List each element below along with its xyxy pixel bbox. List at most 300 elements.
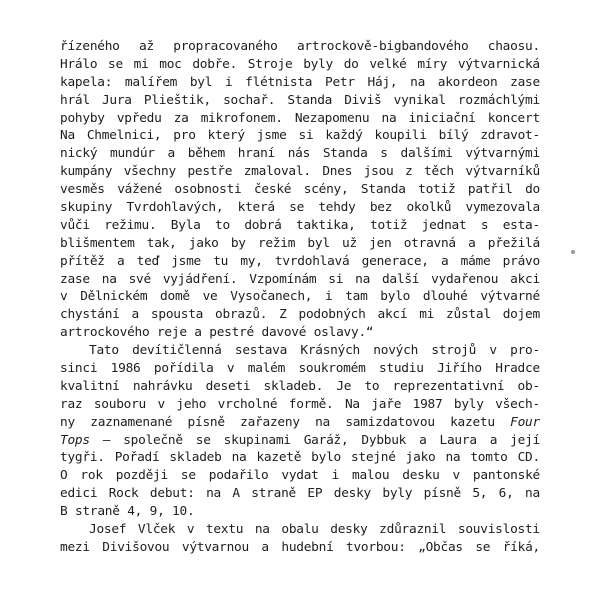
word: strojů xyxy=(431,343,477,359)
word: 4, xyxy=(127,504,143,520)
margin-mark xyxy=(571,250,575,254)
word: Tvrdohlavých, xyxy=(126,200,224,216)
word: přežilá xyxy=(487,235,540,251)
word: na xyxy=(445,450,461,466)
text-line xyxy=(60,110,540,128)
word: výtvarnými xyxy=(465,146,540,162)
word: ob- xyxy=(517,378,540,394)
word: své xyxy=(128,271,151,287)
word: až xyxy=(138,39,154,54)
word: dlouhé xyxy=(422,289,468,305)
word: malou xyxy=(352,468,390,484)
word: se xyxy=(195,432,211,448)
word: Standa xyxy=(322,146,368,162)
word: její xyxy=(510,432,540,448)
word: vydat xyxy=(281,468,319,484)
word: blišmentem xyxy=(60,235,135,251)
word: české xyxy=(253,182,292,198)
word: velké xyxy=(369,56,407,72)
word: kumpány xyxy=(60,164,113,180)
text-line xyxy=(60,521,540,539)
word: samizdatovou xyxy=(345,414,435,430)
word: tu xyxy=(213,253,229,269)
word: formě. xyxy=(288,396,334,412)
word: chaosu. xyxy=(487,39,540,54)
word: tak, xyxy=(146,235,177,251)
word: vůči xyxy=(60,217,90,233)
word: vyjádření. xyxy=(162,271,238,287)
word: tomto xyxy=(470,450,508,466)
text-line xyxy=(60,181,540,199)
word: každý xyxy=(325,128,363,144)
text-line xyxy=(60,145,540,163)
word: se xyxy=(180,468,196,484)
word: koncert xyxy=(487,110,540,126)
word: mi xyxy=(419,307,435,323)
text-line xyxy=(60,92,540,110)
word: s xyxy=(380,146,388,162)
word: Tato xyxy=(89,343,119,359)
text-line xyxy=(60,449,540,467)
word: další xyxy=(381,271,420,287)
word: vpředu xyxy=(116,110,162,126)
body-text xyxy=(60,38,540,557)
word: hudební xyxy=(281,539,334,555)
word: iniciační xyxy=(408,110,476,126)
word: tehdy xyxy=(318,200,356,216)
word: „Občas xyxy=(418,539,463,555)
word: byly xyxy=(303,56,334,72)
word: později xyxy=(115,468,168,484)
word: zdravot- xyxy=(480,128,540,144)
word: jako xyxy=(405,450,436,466)
word: tvrdohlavá xyxy=(274,253,350,269)
word: jsme xyxy=(256,128,287,144)
word: totiž xyxy=(370,217,408,233)
word: řízeného xyxy=(60,39,120,54)
word: Divišovou xyxy=(102,539,170,555)
word: taktika, xyxy=(296,217,356,233)
word: skladeb xyxy=(169,450,222,466)
word: 10. xyxy=(172,504,195,520)
word: rok xyxy=(80,468,103,484)
word: koupili xyxy=(374,128,427,144)
word: Laura xyxy=(439,432,477,448)
word: byly xyxy=(382,486,413,502)
word: výtvarnická xyxy=(457,56,540,72)
word: to xyxy=(215,217,230,233)
word: akordeon xyxy=(437,74,498,90)
word: obalu xyxy=(281,522,319,538)
word: v xyxy=(489,343,497,359)
word: písně xyxy=(187,414,225,430)
word: CD. xyxy=(517,450,540,466)
word: kazetu xyxy=(450,414,495,430)
word: na xyxy=(525,486,540,502)
word: kapela: xyxy=(60,74,113,90)
word: reje xyxy=(156,325,187,341)
word: domě xyxy=(160,289,190,305)
word: v xyxy=(452,468,460,484)
word: Garáž, xyxy=(303,432,349,448)
word: a xyxy=(489,432,498,448)
word: sestava xyxy=(234,343,288,359)
word: pohyby xyxy=(60,110,105,126)
word: pro- xyxy=(510,343,540,359)
word: v xyxy=(226,361,235,377)
word: teď xyxy=(136,253,159,269)
text-line xyxy=(60,217,540,235)
word: v xyxy=(186,522,195,538)
word: a xyxy=(194,325,202,341)
word: byl xyxy=(189,74,213,90)
word: stejné xyxy=(350,450,396,466)
word: jen xyxy=(369,235,392,251)
word: společně xyxy=(123,432,183,448)
text-line xyxy=(60,432,540,450)
word: A xyxy=(232,486,240,502)
word: Jiřího xyxy=(437,361,482,377)
word: mezi xyxy=(60,539,90,555)
word: O xyxy=(60,468,68,484)
word: bylo xyxy=(380,289,411,305)
word: obrazů. xyxy=(215,307,268,323)
word: 6, xyxy=(498,486,514,502)
text-line xyxy=(60,360,540,378)
word: B xyxy=(60,504,68,520)
word: to xyxy=(364,378,380,394)
word: pořídila xyxy=(153,361,214,377)
text-line xyxy=(60,306,540,324)
word: scény, xyxy=(303,182,349,198)
word: byly xyxy=(453,396,484,412)
word: soukromém xyxy=(298,361,366,377)
word: s xyxy=(480,217,489,233)
word: rozmáchlými xyxy=(457,92,540,108)
word: desky xyxy=(330,522,368,538)
word: desku xyxy=(402,468,440,484)
word: a xyxy=(468,235,476,251)
word: a xyxy=(261,539,269,555)
word: i xyxy=(324,289,333,305)
word: do xyxy=(343,56,359,72)
word: pantonské xyxy=(472,468,540,484)
text-line xyxy=(60,539,540,557)
text-line xyxy=(60,467,540,485)
text-line xyxy=(60,199,540,217)
word: 9, xyxy=(149,504,165,520)
word: Standa xyxy=(287,92,333,108)
word: Na xyxy=(344,396,360,412)
word: straně xyxy=(74,504,120,520)
word: Diviš xyxy=(344,92,382,108)
word: i xyxy=(224,74,233,90)
word: 5, xyxy=(472,486,488,502)
word: Háj, xyxy=(367,74,398,90)
text-line xyxy=(60,253,540,271)
word: všech- xyxy=(495,396,540,412)
word: mi xyxy=(133,56,149,72)
word: bílý xyxy=(438,128,469,144)
text-line xyxy=(60,235,540,253)
word: flétnista xyxy=(245,74,313,90)
word: dobře. xyxy=(192,56,238,72)
word: artrockově-bigbandového xyxy=(296,39,469,54)
word: do xyxy=(525,182,540,198)
word: patřil xyxy=(467,182,513,198)
word: sochař. xyxy=(223,92,276,108)
word: a xyxy=(167,146,175,162)
word: tygři. xyxy=(60,450,105,466)
word: studiu xyxy=(378,361,424,377)
word: malířem xyxy=(124,74,178,90)
word: spousta xyxy=(150,307,204,323)
word: skladeb. xyxy=(263,378,324,394)
word: výtvarníků xyxy=(465,164,540,180)
word: jsme xyxy=(171,253,202,269)
word: Krásných xyxy=(300,343,360,359)
word: akci xyxy=(510,271,540,287)
word: bez xyxy=(369,200,393,216)
word: Standa xyxy=(360,182,406,198)
word: pestré xyxy=(209,325,254,341)
text-line xyxy=(60,485,540,503)
word: 1987 xyxy=(412,396,443,412)
word: i xyxy=(331,468,340,484)
word: Pořadí xyxy=(114,450,160,466)
word: už xyxy=(342,235,357,251)
word: zase xyxy=(510,74,540,90)
word: devítičlenná xyxy=(132,343,222,359)
word: vrcholné xyxy=(217,396,278,412)
word: za xyxy=(173,110,189,126)
word: Dělnickém xyxy=(80,289,148,305)
word: nových xyxy=(373,343,419,359)
word: režim xyxy=(257,235,296,251)
word: máme xyxy=(460,253,491,269)
word: podobných xyxy=(298,307,366,323)
word: otravná xyxy=(403,235,456,251)
word: Hrálo xyxy=(60,56,98,72)
word: se xyxy=(107,56,123,72)
word: osobnosti xyxy=(174,182,242,198)
text-line xyxy=(60,414,540,432)
word: my, xyxy=(240,253,263,269)
word: během xyxy=(187,146,225,162)
text-line xyxy=(60,74,540,92)
word: Vzpomínám xyxy=(249,271,317,287)
word: zase xyxy=(60,271,90,287)
word: straně xyxy=(251,486,296,502)
word: Byla xyxy=(170,217,201,233)
word: vážené xyxy=(117,182,162,198)
word: výtvarné xyxy=(480,289,540,305)
word: kazetě xyxy=(256,450,302,466)
word: a xyxy=(440,253,449,269)
word: se xyxy=(289,200,305,216)
word: se xyxy=(475,539,491,555)
word: tvorbou: xyxy=(346,539,406,555)
word: pro xyxy=(173,128,196,144)
word: mikrofonem. xyxy=(200,110,283,126)
text-line xyxy=(60,342,540,360)
word: zaznamenané xyxy=(90,414,173,430)
word: by xyxy=(230,235,246,251)
word: na xyxy=(410,74,426,90)
word: všechny xyxy=(123,164,176,180)
word: nahrávku xyxy=(132,378,193,394)
word: skupinami xyxy=(223,432,291,448)
word: těch xyxy=(424,164,454,180)
word: Plieštik, xyxy=(143,92,211,108)
word: pestře xyxy=(187,164,233,180)
word: v xyxy=(60,289,68,305)
word: generace, xyxy=(361,253,429,269)
word: esta- xyxy=(502,217,540,233)
word: nický xyxy=(60,146,98,162)
word: podařilo xyxy=(208,468,269,484)
text-line xyxy=(60,324,540,342)
word: oslavy.“ xyxy=(313,325,374,341)
word: sinci xyxy=(60,361,98,377)
word: a xyxy=(419,432,427,448)
word: nás xyxy=(287,146,311,162)
text-line xyxy=(60,56,540,74)
word: která xyxy=(237,200,275,216)
word: Dnes xyxy=(322,164,353,180)
word: jeho xyxy=(176,396,207,412)
word: artrockového xyxy=(60,325,150,341)
word: vynikal xyxy=(393,92,446,108)
word: souvislosti xyxy=(457,522,540,538)
word: reprezentativní xyxy=(392,378,505,394)
word: písně xyxy=(423,486,461,502)
text-line xyxy=(60,271,540,289)
word: zdůraznil xyxy=(379,522,447,538)
word: míry xyxy=(417,56,448,72)
word: skupiny xyxy=(60,200,113,216)
text-line xyxy=(60,38,540,56)
word: davové xyxy=(261,325,307,341)
word: kvalitní xyxy=(60,378,120,394)
word: na xyxy=(355,271,371,287)
word: Hradce xyxy=(495,361,540,377)
text-line xyxy=(60,163,540,181)
word: přítěž xyxy=(60,253,105,269)
word: ve xyxy=(202,289,218,305)
word: bylo xyxy=(311,450,341,466)
word: Four xyxy=(510,414,540,430)
text-line xyxy=(60,503,540,521)
text-line xyxy=(60,396,540,414)
text-line xyxy=(60,378,540,396)
word: Rock xyxy=(108,486,139,502)
word: hraní xyxy=(237,146,275,162)
word: si xyxy=(328,271,344,287)
word: jsou xyxy=(363,164,394,180)
word: a xyxy=(116,253,125,269)
word: souboru xyxy=(93,396,147,412)
word: dalšími xyxy=(400,146,453,162)
word: Josef xyxy=(89,522,127,538)
word: raz xyxy=(60,396,83,412)
word: propracovaného xyxy=(173,39,278,54)
word: Vysočanech, xyxy=(230,289,313,305)
word: na xyxy=(231,450,247,466)
word: zůstal xyxy=(446,307,491,323)
word: Z xyxy=(279,307,287,323)
word: režimu. xyxy=(104,217,157,233)
word: vydařenou xyxy=(431,271,499,287)
word: vymezovala xyxy=(465,200,540,216)
word: vesměs xyxy=(60,182,105,198)
word: Jura xyxy=(101,92,132,108)
word: byl xyxy=(307,235,330,251)
word: na xyxy=(254,522,270,538)
word: totiž xyxy=(418,182,456,198)
word: dobrá xyxy=(244,217,282,233)
word: a xyxy=(131,307,140,323)
word: mundúr xyxy=(110,146,155,162)
word: jaře xyxy=(371,396,402,412)
word: právo xyxy=(502,253,540,269)
word: deseti xyxy=(205,378,251,394)
word: tam xyxy=(345,289,368,305)
text-line xyxy=(60,127,540,145)
word: z xyxy=(405,164,413,180)
word: desky xyxy=(333,486,372,502)
word: Na xyxy=(60,128,75,144)
word: moc xyxy=(159,56,182,72)
word: edici xyxy=(60,486,98,502)
word: Je xyxy=(336,378,352,394)
word: zmaloval. xyxy=(243,164,311,180)
word: který xyxy=(207,128,245,144)
word: dojem xyxy=(502,307,540,323)
word: malém xyxy=(247,361,286,377)
word: jednat xyxy=(421,217,467,233)
word: na xyxy=(315,414,331,430)
word: debut: xyxy=(149,486,195,502)
word: hrál xyxy=(60,92,90,108)
word: jako xyxy=(188,235,219,251)
word: chystání xyxy=(60,307,120,323)
word: akcí xyxy=(377,307,408,323)
word: Petr xyxy=(324,74,355,90)
word: EP xyxy=(307,486,323,502)
word: na xyxy=(381,110,397,126)
word: Chmelnici, xyxy=(86,128,162,144)
word: – xyxy=(102,432,111,448)
word: na xyxy=(101,271,117,287)
word: říká, xyxy=(502,539,540,555)
text-line xyxy=(60,288,540,306)
word: na xyxy=(206,486,221,502)
word: Stroje xyxy=(247,56,293,72)
word: okolků xyxy=(406,200,452,216)
word: ny xyxy=(60,414,75,430)
word: textu xyxy=(205,522,244,538)
word: Tops xyxy=(60,432,90,448)
word: Vlček xyxy=(137,522,176,538)
word: v xyxy=(157,396,165,412)
word: Dybbuk xyxy=(361,432,407,448)
word: zařazeny xyxy=(240,414,300,430)
word: Nezapomenu xyxy=(294,110,370,126)
word: výtvarnou xyxy=(181,539,249,555)
word: 1986 xyxy=(110,361,141,377)
word: si xyxy=(298,128,314,144)
